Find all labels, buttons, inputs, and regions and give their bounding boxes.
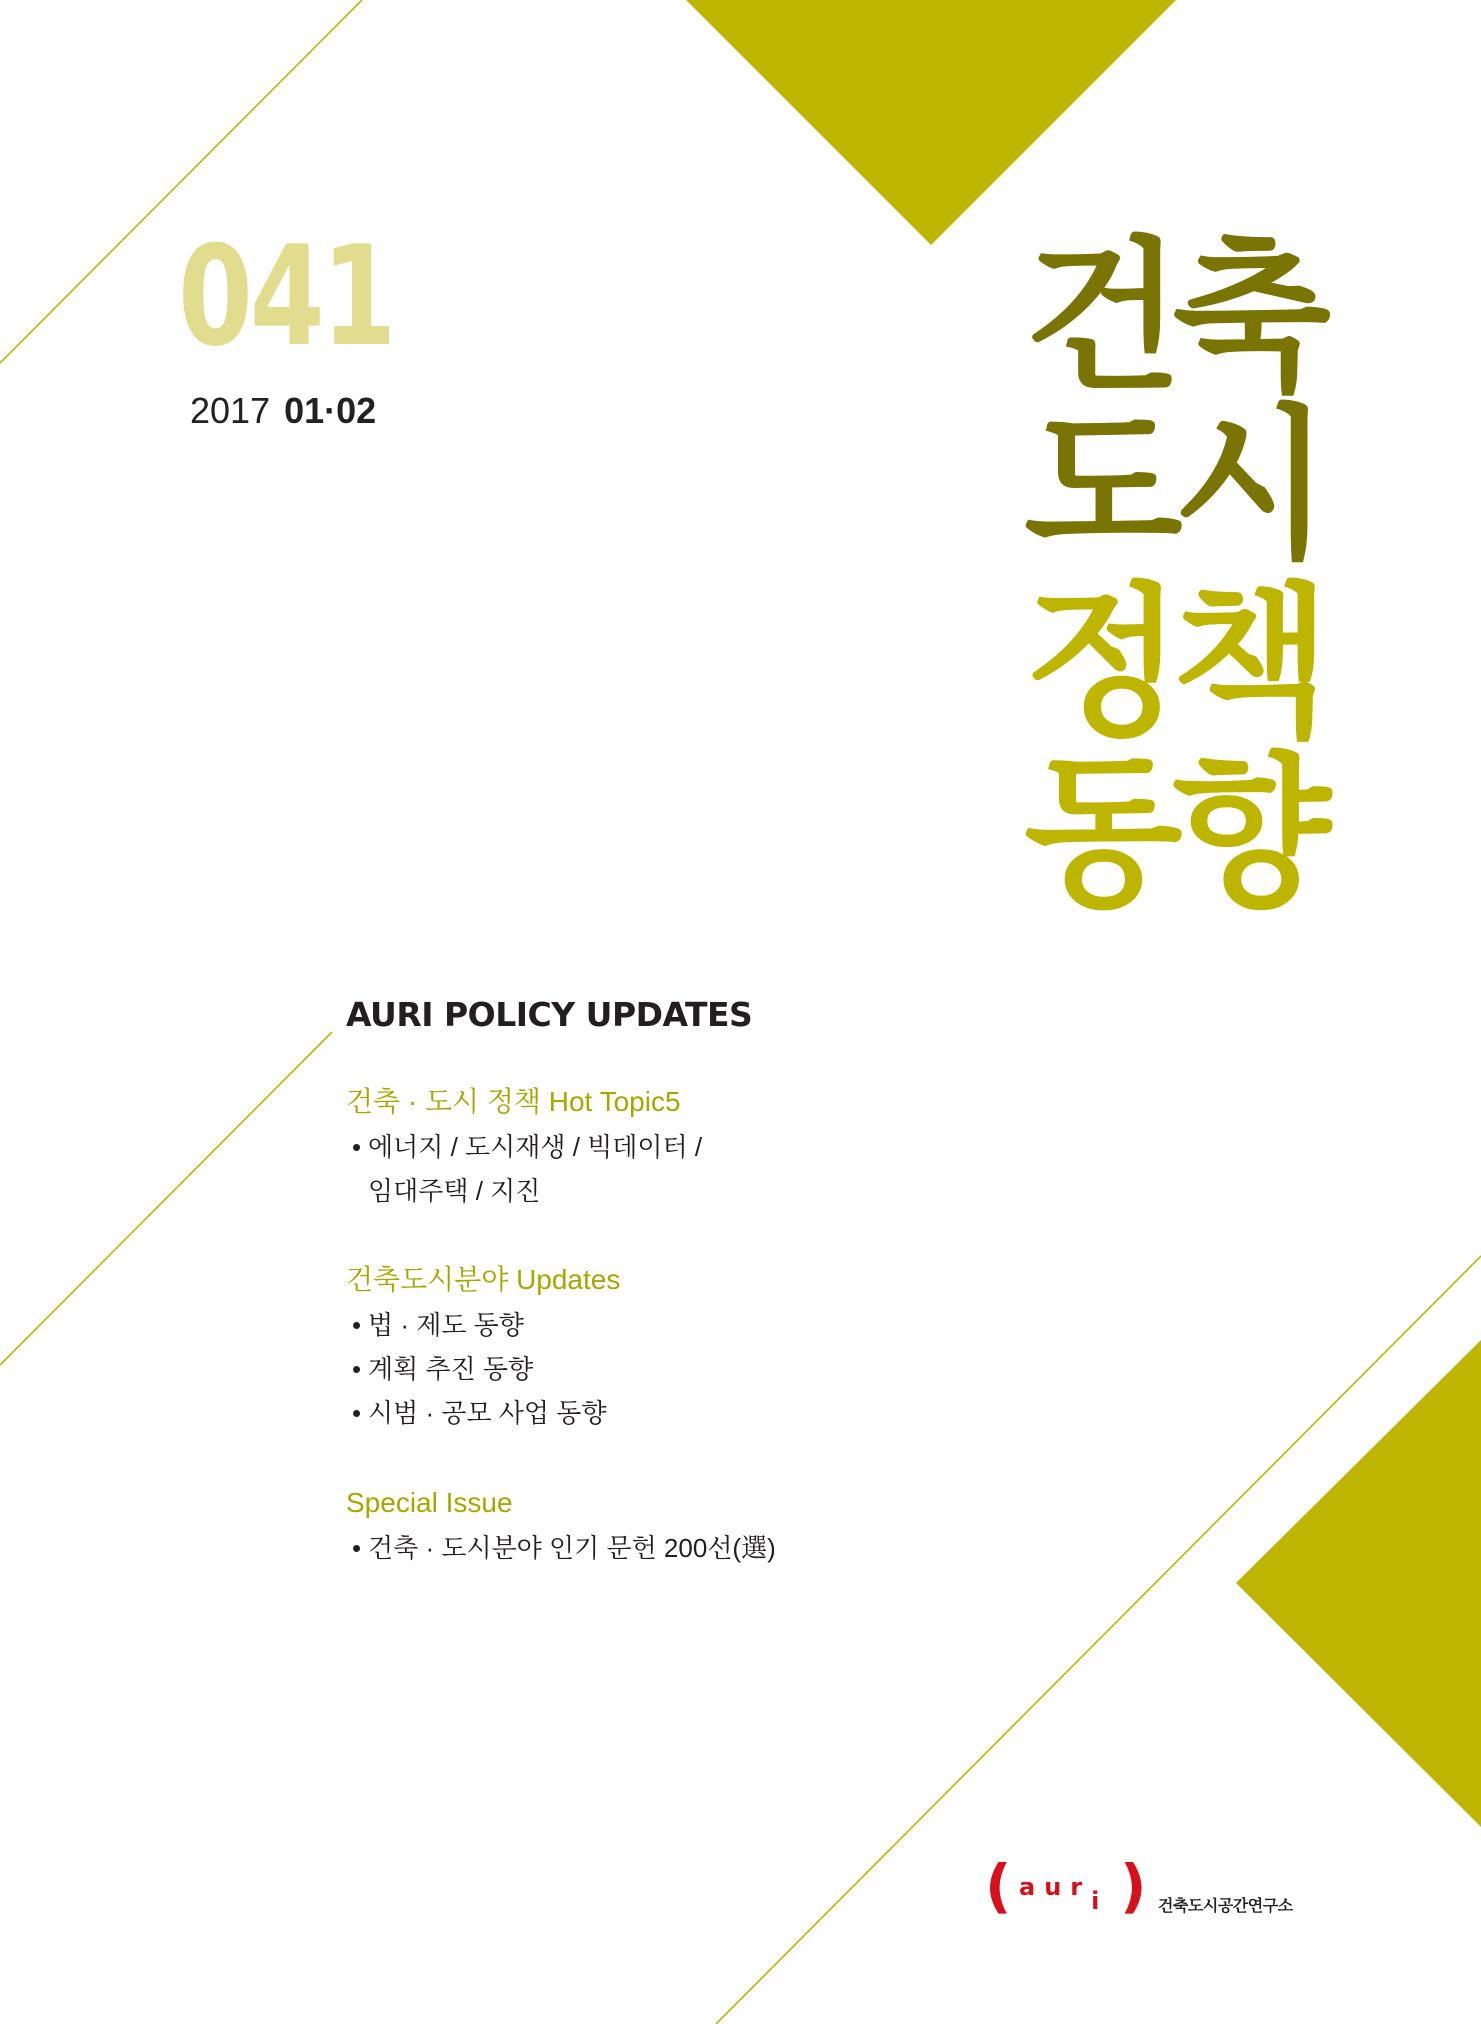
bullet-icon: •: [352, 1310, 362, 1340]
contents-section-special-issue: [346, 1489, 1066, 1579]
title-line-2: 도시: [1024, 390, 1321, 581]
list-item: [346, 1356, 1066, 1382]
list-item-text: 건축 · 도시분야 인기 문헌 200선(選): [368, 1533, 776, 1563]
right-triangle: [1236, 1340, 1481, 1827]
logo-left-paren: (: [985, 1852, 1012, 1920]
issue-year: 2017: [190, 390, 271, 431]
logo-right-paren: ): [1120, 1852, 1147, 1920]
title-line-3: 정책: [1024, 568, 1321, 759]
contents-section-updates: [346, 1266, 1066, 1444]
series-title: AURI POLICY UPDATES: [346, 995, 753, 1034]
list-item: [346, 1134, 1066, 1160]
contents-section-hot-topics: [346, 1088, 1066, 1222]
issue-date: [190, 390, 377, 431]
list-item-text: 임대주택 / 지진: [368, 1176, 541, 1206]
issue-months: 01·02: [284, 390, 377, 431]
list-item-text: 법 · 제도 동향: [368, 1310, 524, 1340]
bullet-icon: •: [352, 1533, 362, 1563]
bullet-icon: •: [352, 1354, 362, 1384]
bullet-icon: •: [352, 1398, 362, 1428]
list-item-text: 에너지 / 도시재생 / 빅데이터 /: [368, 1132, 703, 1162]
section-heading: 건축 · 도시 정책 Hot Topic5: [346, 1086, 681, 1117]
logo-text: aur: [1019, 1873, 1092, 1901]
left-diagonal-line: [0, 1032, 332, 1365]
title-line-1: 건축: [1024, 222, 1321, 413]
issue-number: 041: [178, 216, 394, 377]
title-line-4: 동향: [1024, 738, 1321, 929]
publisher-name: 건축도시공간연구소: [1158, 1896, 1293, 1915]
logo-wordmark: [1019, 1873, 1119, 1915]
list-item: [346, 1400, 1066, 1426]
list-item-text: 시범 · 공모 사업 동향: [368, 1398, 607, 1428]
section-heading: 건축도시분야 Updates: [346, 1264, 621, 1295]
list-item-text: 계획 추진 동향: [368, 1354, 534, 1384]
section-heading: Special Issue: [346, 1487, 513, 1518]
list-item: [346, 1178, 1066, 1204]
top-triangle: [686, 0, 1176, 245]
bullet-icon: •: [352, 1132, 362, 1162]
logo-subscript: i: [1091, 1887, 1109, 1915]
list-item: [346, 1535, 1066, 1561]
list-item: [346, 1312, 1066, 1338]
